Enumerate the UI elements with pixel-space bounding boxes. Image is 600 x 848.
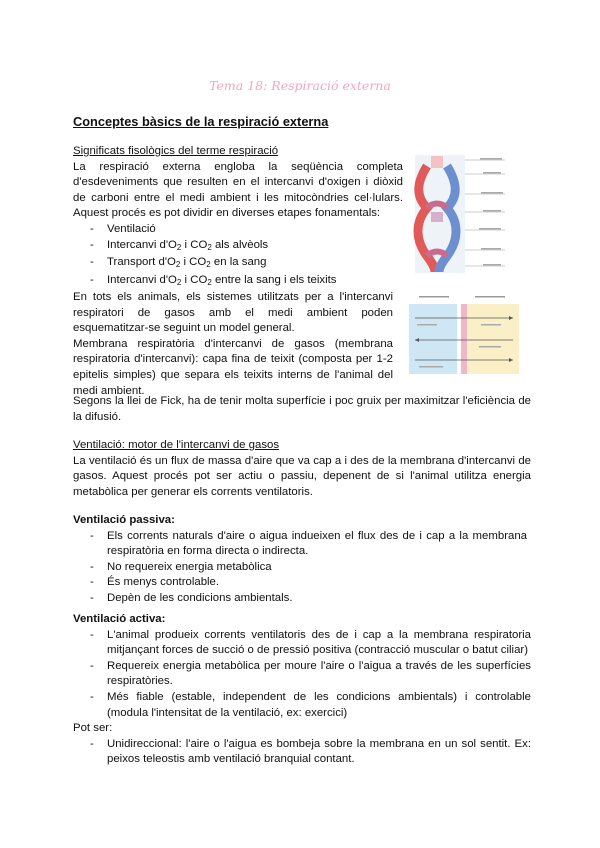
subsection-heading: Ventilació activa: <box>73 613 166 625</box>
subsection-title: Ventilació: motor de l'intercanvi de gasos <box>73 439 280 451</box>
list-item: - No requereix energia metabòlica <box>73 560 527 576</box>
list-item: - Unidireccional: l'aire o l'aigua es bombeja sobre la membrana en un sol sentit. Ex: peixos teleostis amb ventilació branquial contant. <box>73 737 531 768</box>
section-ventilation <box>73 438 531 500</box>
page-title: Tema 18: Respiració externa <box>209 78 391 93</box>
list-item: - Més fiable (estable, independent de les condicions ambientals) i controlable (modula l'intensitat de la ventilació, ex: exercici) <box>73 690 531 721</box>
gas-exchange-membrane-figure <box>405 294 523 378</box>
list-item: - Els corrents naturals d'aire o aigua indueixen el flux des de i cap a la membrana respiratòria en forma directa o indirecta. <box>73 529 527 560</box>
section-gas-exchange-model <box>73 290 393 399</box>
paragraph-fick-law: Segons la llei de Fick, ha de tenir molta superfície i poc gruix per maximitzar l'eficiència de la difusió. <box>73 395 531 423</box>
paragraph: La respiració externa engloba la seqüència completa d'esdeveniments que resulten en el intercanvi d'oxigen i diòxid de carboni entre el medi ambient i les mitocòndries cel·lulars. Aquest procés es pot dividir en diverses etapes fonamentals: <box>73 160 403 220</box>
list-item: - Intercanvi $d'O_2$ i $CO_2$ entre la sang i els teixits <box>73 273 403 291</box>
section-respiration-meaning <box>73 144 403 290</box>
section-active-ventilation <box>73 612 531 768</box>
list-item: - És menys controlable. <box>73 575 527 591</box>
section-passive-ventilation <box>73 513 527 607</box>
list-item: - Transport $d'O_2$ i $CO_2$ en la sang <box>73 255 403 273</box>
paragraph: En tots els animals, els sistemes utilitzats per a l'intercanvi respiratori de gasos amb el medi ambient poden esquematitzar-se seguint un model general. <box>73 291 393 335</box>
section-heading: Conceptes bàsics de la respiració externa <box>73 114 329 129</box>
list-item: - L'animal produeix corrents ventilatoris des de i cap a la membrana respiratoria mitjançant forces de succió o de pressió positiva (contracció muscular o batut ciliar) <box>73 628 531 659</box>
paragraph: Pot ser: <box>73 722 113 735</box>
subsection-heading: Ventilació passiva: <box>73 514 175 526</box>
paragraph: La ventilació és un flux de massa d'aire que va cap a i des de la membrana d'intercanvi de gasos. Aquest procés pot ser actiu o passiu, depenent de si l'animal utilitza energia metabòlica per generar els corrents ventilatoris. <box>73 454 531 498</box>
list-item: - Ventilació <box>73 222 403 238</box>
subsection-title: Significats fisològics del terme respiració <box>73 145 279 157</box>
paragraph: Membrana respiratòria d'intercanvi de gasos (membrana respiratoria d'intercanvi): capa fina de teixit (composta per 1-2 epitelis simples) que separa els teixits interns de l'animal del medi ambient. <box>73 337 393 397</box>
list-item: - Requereix energia metabòlica per moure l'aire o l'aigua a través de les superfícies respiratòries. <box>73 659 531 690</box>
list-item: - Intercanvi $d'O_2$ i $CO_2$ als alvèols <box>73 238 403 256</box>
respiration-circulation-figure <box>405 152 515 278</box>
list-item: - Depèn de les condicions ambientals. <box>73 591 527 607</box>
